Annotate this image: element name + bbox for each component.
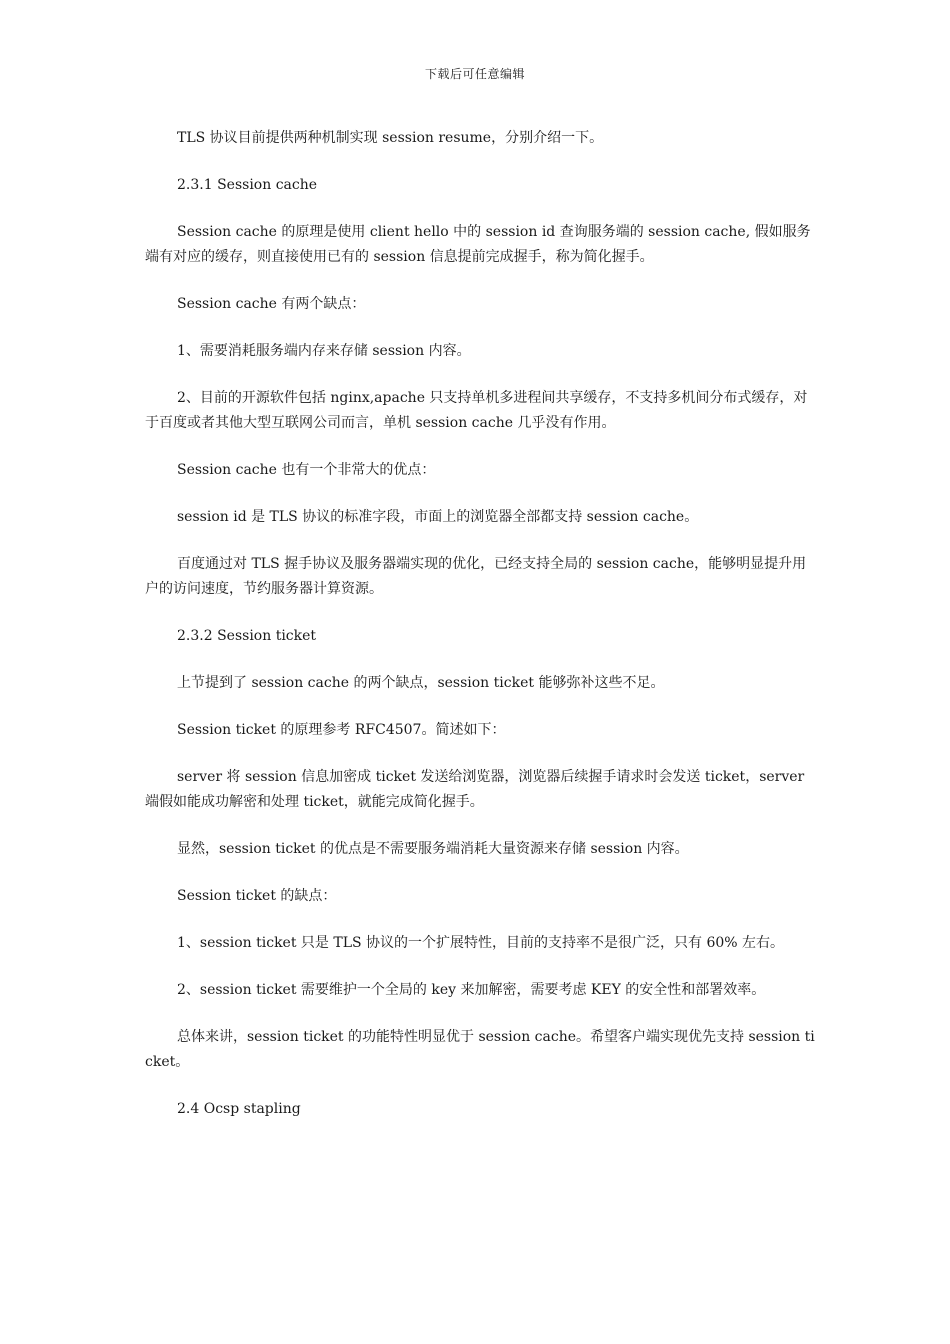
section-heading-ocsp-stapling: 2.4 Ocsp stapling — [177, 1101, 301, 1117]
paragraph-session-cache-advantage-intro: Session cache 也有一个非常大的优点： — [177, 462, 436, 478]
paragraph-ticket-rfc: Session ticket 的原理参考 RFC4507。简述如下： — [177, 722, 506, 738]
paragraph-ticket-flow: server 将 session 信息加密成 ticket 发送给浏览器，浏览器后续握手请求时会发送 ticket，server 端假如能成功解密和处理 ticket，就能完成简化握手。 — [145, 769, 805, 810]
page-header-note: 下载后可任意编辑 — [424, 67, 525, 81]
paragraph-session-cache-drawbacks-intro: Session cache 有两个缺点： — [177, 296, 366, 312]
paragraph-baidu-optimization: 百度通过对 TLS 握手协议及服务器端实现的优化，已经支持全局的 session cache，能够明显提升用户的访问速度，节约服务器计算资源。 — [145, 556, 807, 597]
paragraph-ticket-intro: 上节提到了 session cache 的两个缺点，session ticket 能够弥补这些不足。 — [177, 675, 665, 691]
paragraph-drawback-1: 1、需要消耗服务端内存来存储 session 内容。 — [177, 343, 471, 359]
paragraph-summary: 总体来讲，session ticket 的功能特性明显优于 session cache。希望客户端实现优先支持 session ticket。 — [145, 1029, 815, 1070]
paragraph-ticket-advantage: 显然，session ticket 的优点是不需要服务端消耗大量资源来存储 session 内容。 — [177, 841, 689, 857]
paragraph-session-id-standard: session id 是 TLS 协议的标准字段，市面上的浏览器全部都支持 session cache。 — [177, 509, 699, 525]
paragraph-session-cache-principle: Session cache 的原理是使用 client hello 中的 session id 查询服务端的 session cache, 假如服务端有对应的缓存，则直接使用已有的 session 信息提前完成握手，称为简化握手。 — [145, 224, 811, 265]
paragraph-ticket-drawbacks-intro: Session ticket 的缺点： — [177, 888, 337, 904]
paragraph-drawback-2: 2、目前的开源软件包括 nginx,apache 只支持单机多进程间共享缓存，不支持多机间分布式缓存，对于百度或者其他大型互联网公司而言，单机 session cache 几乎没有作用。 — [145, 390, 808, 431]
paragraph-intro: TLS 协议目前提供两种机制实现 session resume，分别介绍一下。 — [177, 130, 604, 146]
paragraph-ticket-drawback-1: 1、session ticket 只是 TLS 协议的一个扩展特性，目前的支持率不是很广泛，只有 60% 左右。 — [177, 935, 785, 951]
section-heading-session-cache: 2.3.1 Session cache — [177, 177, 318, 193]
paragraph-ticket-drawback-2: 2、session ticket 需要维护一个全局的 key 来加解密，需要考虑 KEY 的安全性和部署效率。 — [177, 982, 766, 998]
section-heading-session-ticket: 2.3.2 Session ticket — [177, 628, 317, 644]
document-body — [145, 126, 817, 1144]
